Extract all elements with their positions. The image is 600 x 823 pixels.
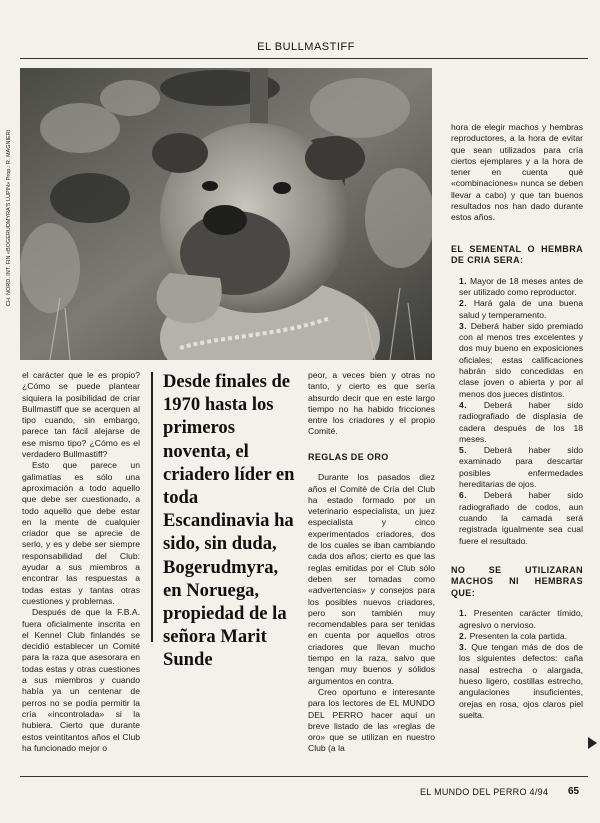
rule-text: Que tengan más de dos de los siguientes defectos: caña nasal estrecha o alargada, hueso ligero, costillas estrecho, angulaciones insuficientes, orejas en rosa, ojos claros piel suelta. — [459, 642, 583, 720]
photo-credit-text: CH. NORD. INT. FIN «BOGERUDMYRA'S LUPIN» Prop.: R. MAGNIERI — [6, 129, 12, 306]
rule-number: 3. — [459, 642, 468, 653]
rule-text: Presenten la cola partida. — [469, 630, 568, 641]
footer-magazine: EL MUNDO DEL PERRO 4/94 — [420, 787, 549, 797]
bullmastiff-illustration — [20, 68, 432, 360]
col3-paragraph-2: Creo oportuno e interesante para los lectores de EL MUNDO DEL PERRO hacer aquí un breve listado de las «reglas de oro» que se utilizan en nuestro Club (a la — [308, 686, 435, 754]
rule-item — [451, 642, 583, 721]
page-number: 65 — [568, 786, 580, 797]
rule-item — [451, 400, 583, 445]
rule-item — [451, 445, 583, 490]
subhead-semental: EL SEMENTAL O HEMBRA DE CRIA SERA: — [451, 243, 583, 266]
rule-number: 2. — [459, 630, 468, 641]
header-rule — [20, 58, 588, 59]
rule-number: 5. — [459, 445, 468, 456]
rule-item — [451, 321, 583, 400]
photo-credit — [2, 118, 16, 308]
rule-item — [451, 298, 583, 321]
rule-number: 1. — [459, 608, 468, 619]
subhead-reglas-de-oro: REGLAS DE ORO — [308, 451, 389, 462]
col3-intro: peor, a veces bien y otras no tanto, y cierto es que sería absurdo decir que en este largo tiempo no ha habido fricciones entre los criadores y el propio Comité. — [308, 370, 435, 437]
rule-text: Deberá haber sido radiografiado de displasia de cadera después de los 18 meses. — [459, 399, 583, 444]
rule-number: 3. — [459, 320, 468, 331]
rule-item — [451, 631, 583, 642]
bullmastiff-photo — [20, 68, 432, 360]
section-header: EL BULLMASTIFF — [257, 41, 355, 53]
rule-item — [451, 276, 583, 299]
rule-item — [451, 490, 583, 546]
pull-quote: Desde finales de 1970 hasta los primeros noventa, el criadero líder en toda Escandinavia ha sido, sin duda, Bogerudmyra, en Noruega, propiedad de la señora Marit Sunde — [163, 371, 295, 671]
rule-text: Mayor de 18 meses antes de ser utilizado como reproductor. — [459, 275, 583, 297]
col1-paragraph-3: Después de que la F.B.A. fuera oficialmente inscrita en el Kennel Club finlandés se decidió establecer un Comité para la raza que asesorara en todas estas y otras cuestiones a sus miembros y cuando había ya un centenar de perros no se podía permitir la cría «incontrolada» si la hubiera. Cierto que durante estos veintitantos años el Club ha funcionado mejor o — [22, 607, 140, 753]
pull-quote-bar — [151, 372, 153, 642]
footer-rule — [20, 776, 588, 777]
rule-text: Deberá haber sido radiografiado de codos, aun cuando la camada será registrada igualmente sea cual fuere el resultado. — [459, 490, 583, 546]
article-column-1 — [22, 370, 140, 754]
rule-text: Deberá haber sido premiado con al menos tres excelentes y dos muy bueno en exposiciones oficiales; estas calificaciones habrán sido concedidas en clase joven o abierta y por al menos dos jueces distintos. — [459, 320, 584, 399]
rule-number: 2. — [459, 298, 468, 309]
rule-number: 6. — [459, 490, 468, 501]
rule-text: Hará gala de una buena salud y temperamento. — [459, 298, 583, 320]
col3-paragraph-1: Durante los pasados diez años el Comité de Cría del Club ha estado formado por un veterinario especialista, un juez especialista y cinco experimentados criadores, dos de los cuales se iban cambiando cada dos años; cierto es que las reglas emitidas por el Club sólo deben ser tomadas como «advertencias» y consejos para los posibles nuevos criadores, pero son también muy recomendables para ser tenidas en cuenta por aquellos otros criadores que llevan mucho tiempo en la raza, salvo que tengan muy buenos y sólidos argumentos en contra. — [308, 472, 435, 686]
col4-intro: hora de elegir machos y hembras reproductores, a la hora de evitar que sean utilizados para cría ciertos ejemplares y a la hora de tener en cuenta qué «combinaciones» nunca se deben llevar a cabo) y que tan buenos resultados nos han dado durante estos años. — [451, 122, 583, 223]
subhead-no-utilizaran: NO SE UTILIZARAN MACHOS NI HEMBRAS QUE: — [451, 564, 583, 598]
rule-text: Presenten carácter tímido, agresivo o nervioso. — [459, 608, 583, 630]
rule-item — [451, 608, 583, 631]
rule-number: 1. — [459, 275, 468, 286]
continue-arrow-icon — [588, 737, 597, 749]
rule-text: Deberá haber sido examinado para descartar posibles enfermedades hereditarias de ojos. — [459, 445, 583, 490]
article-column-4 — [451, 122, 583, 721]
article-column-3 — [308, 370, 435, 755]
col1-paragraph-2: Esto que parece un galimatías es sólo una aproximación a todo aquello que debe ser cuestionado, a todo aquello que debe estar en la mente de cualquier criador que se aprecie de serlo, y es y debe ser siempre responsabilidad del Club: ayudar a sus miembros a encontrar las respuestas a todas estas y tantas otras cuestiones y problemas. — [22, 460, 140, 606]
rule-number: 4. — [459, 399, 468, 410]
col1-paragraph-1: el carácter que le es propio? ¿Cómo se puede plantear siquiera la posibilidad de criar Bullmastiff que se acerquen al tipo cuando, sin embargo, parece tan fácil alejarse de ese mismo tipo? ¿Cómo es el verdadero Bullmastiff? — [22, 370, 140, 460]
